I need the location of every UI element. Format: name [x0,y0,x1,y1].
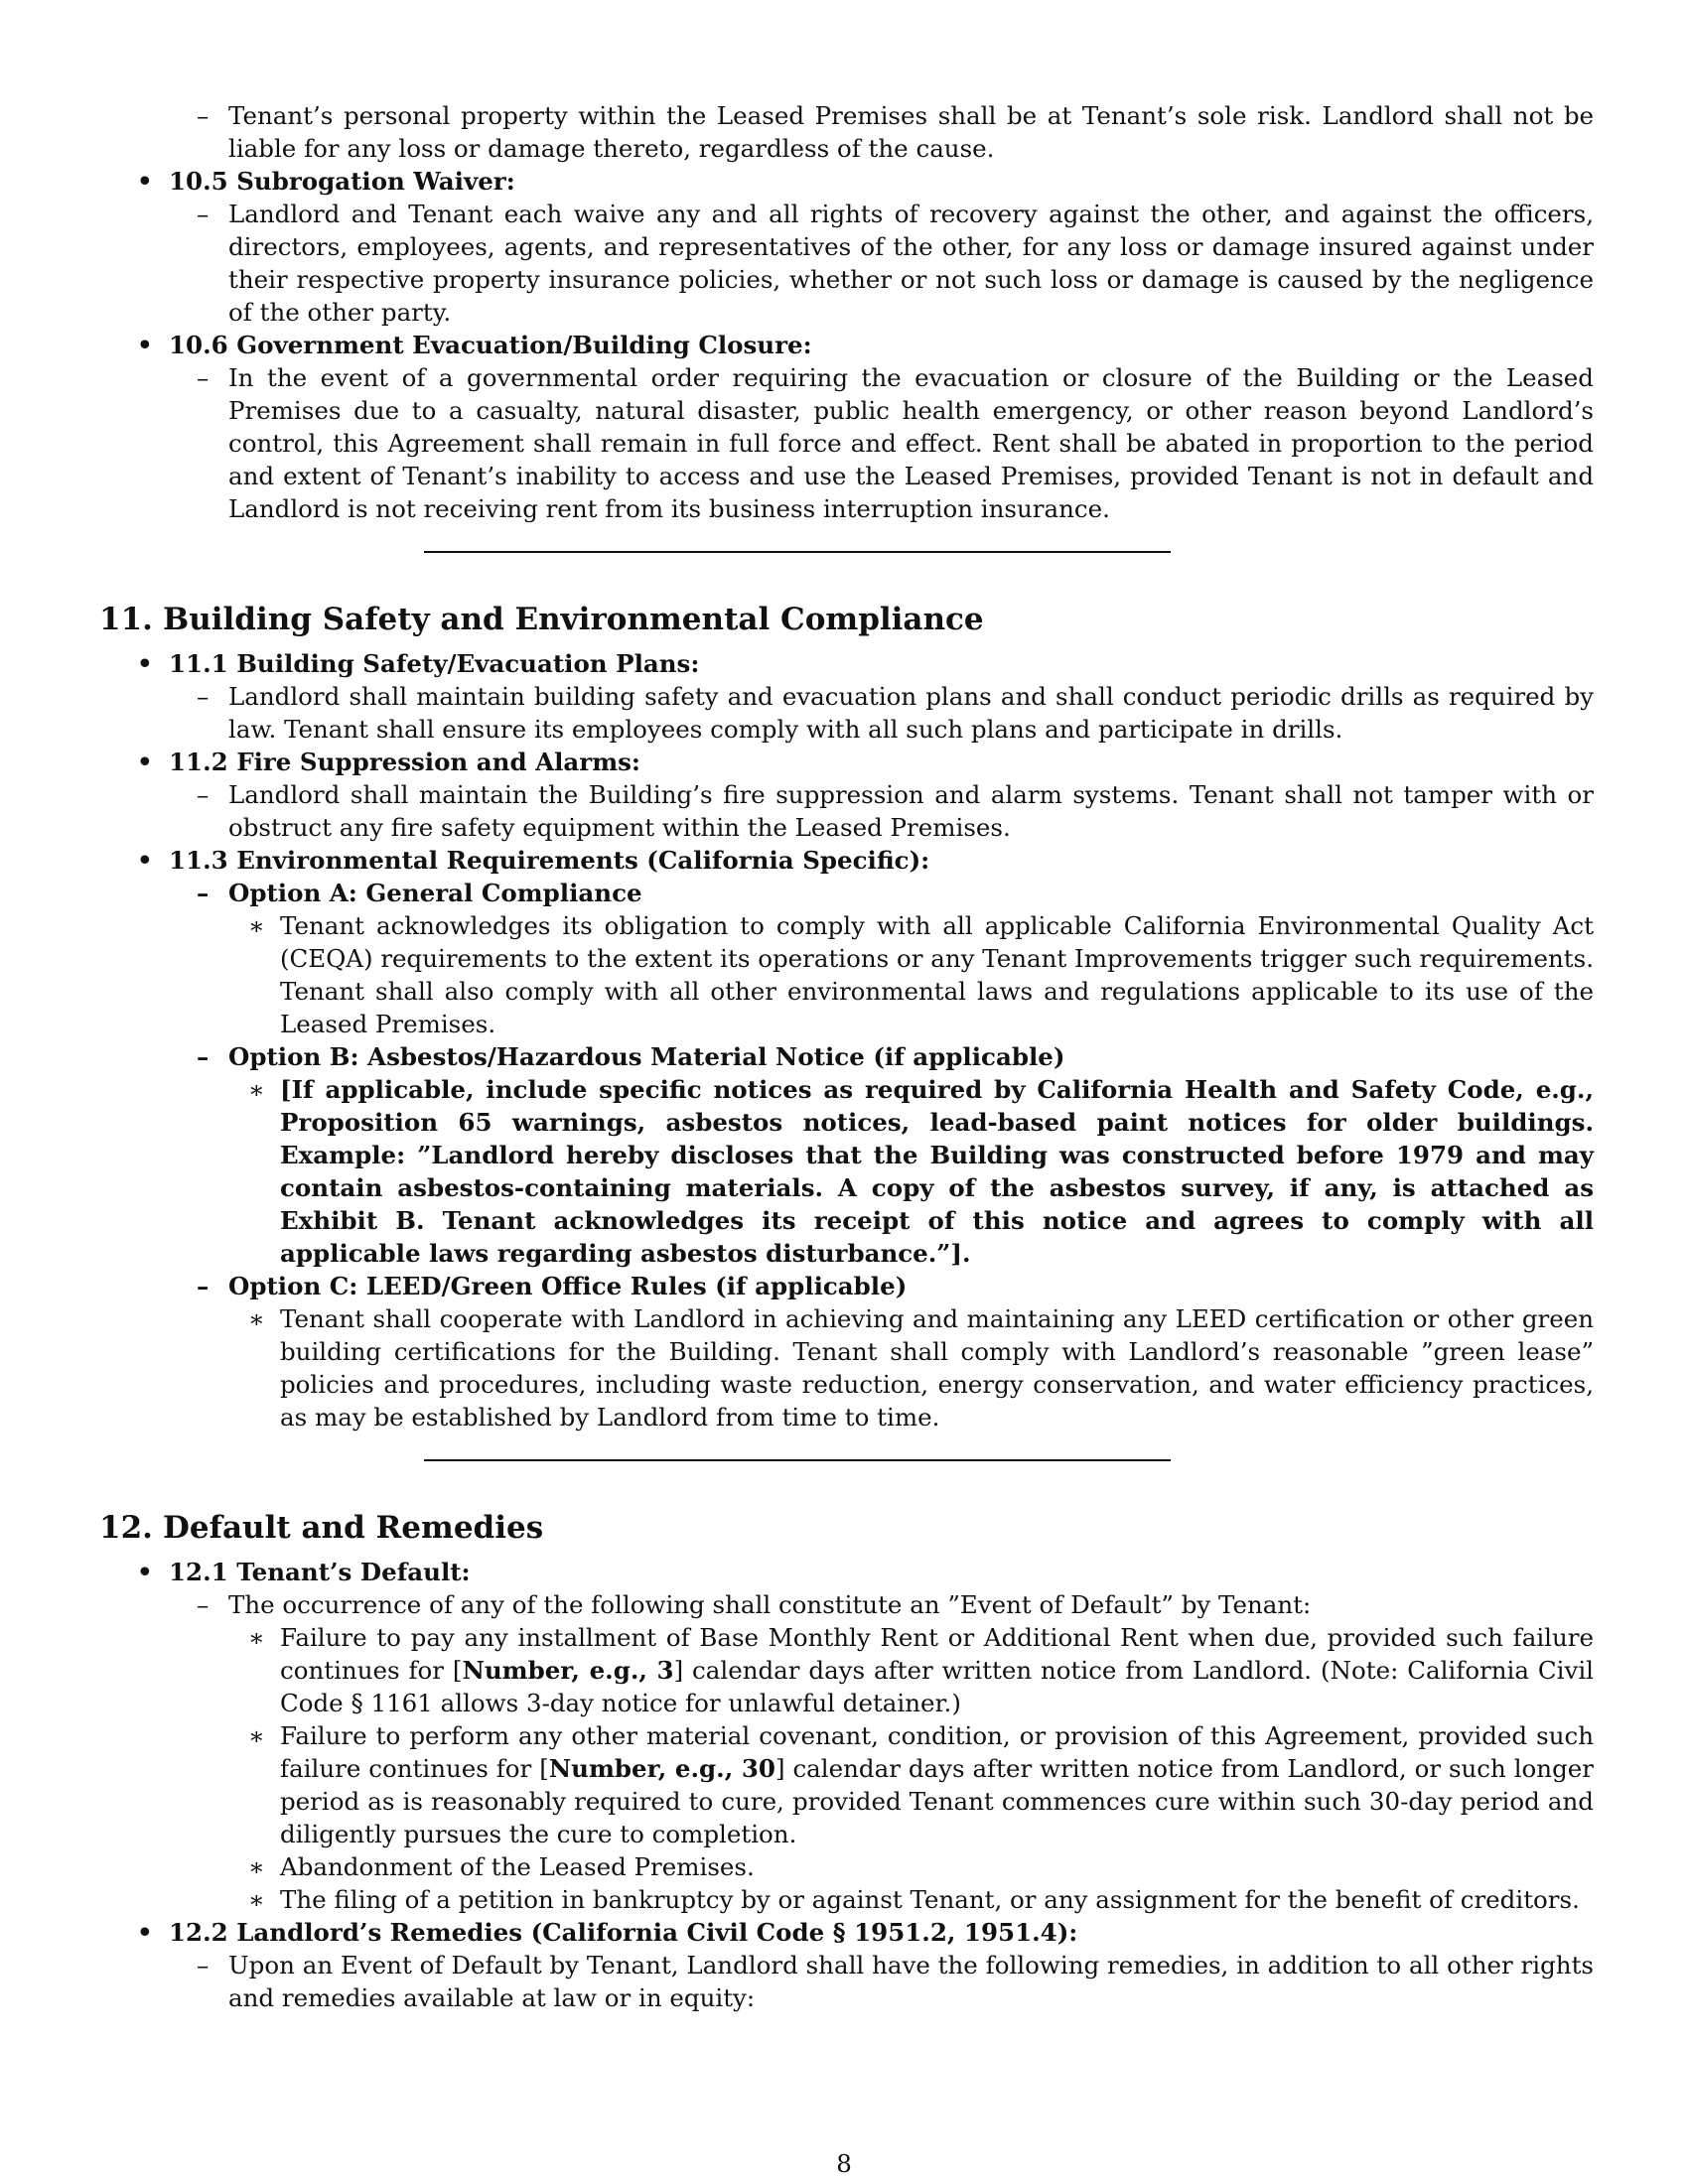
subsection-12-1-title: • 12.1 Tenant’s Default: [137,1558,471,1586]
option-b-text: ∗ [If applicable, include specific notices as required by California Health and Safety Code, e.g., Proposition 65 warnings, asbestos notices, lead-based paint notices for older buildings. Example: ”Landlord hereby discloses that the Building was constructed before 1979 and may contain asbestos-containing materials. A copy of the asbestos survey, if any, is attached as Exhibit B. Tenant acknowledges its receipt of this notice and agrees to comply with all applicable laws regarding asbestos disturbance.”]. [248,1075,1594,1268]
dash-marker: – [197,1272,210,1300]
property-risk-text: Tenant’s personal property within the Leased Premises shall be at Tenant’s sole risk. Landlord shall not be liable for any loss or damage thereto, regardless of the cause. [228,101,1594,163]
dash-marker: – [197,101,210,130]
default-item-rent: ∗ Failure to pay any installment of Base Monthly Rent or Additional Rent when due, provided such failure continues for [Number, e.g., 3] calendar days after written notice from Landlord. (Note: California Civil Code § 1161 allows 3-day notice for unlawful detainer.) [248,1623,1594,1717]
dash-marker: – [197,1042,210,1071]
subsection-12-2-title: • 12.2 Landlord’s Remedies (California Civil Code § 1951.2, 1951.4): [137,1918,1078,1947]
subsection-12-1-intro: – The occurrence of any of the following shall constitute an ”Event of Default” by Tenant: [197,1590,1312,1619]
section-11-heading: 11. Building Safety and Environmental Compliance [99,602,984,637]
bullet-marker: • [137,649,153,678]
default-item-abandonment: ∗ Abandonment of the Leased Premises. [248,1852,755,1881]
dash-marker: – [197,879,210,907]
option-c-title: – Option C: LEED/Green Office Rules (if applicable) [197,1272,908,1300]
bullet-marker: • [137,748,153,776]
option-c-text: ∗ Tenant shall cooperate with Landlord in achieving and maintaining any LEED certification or other green building certifications for the Building. Tenant shall comply with Landlord’s reasonable ”green lease” policies and procedures, including waste reduction, energy conservation, and water efficiency practices, as may be established by Landlord from time to time. [248,1304,1594,1432]
dash-marker: – [197,363,210,392]
bullet-marker: • [137,846,153,875]
bullet-marker: • [137,167,153,196]
dash-marker: – [197,780,210,809]
subsection-11-1-text: – Landlord shall maintain building safety and evacuation plans and shall conduct periodic drills as required by law. Tenant shall ensure its employees comply with all such plans and participate in drills. [197,682,1594,744]
subsection-11-2-title: • 11.2 Fire Suppression and Alarms: [137,748,640,776]
section-12-heading: 12. Default and Remedies [99,1510,544,1546]
dash-marker: – [197,1590,210,1619]
subsection-10-6-text: – In the event of a governmental order requiring the evacuation or closure of the Building or the Leased Premises due to a casualty, natural disaster, public health emergency, or other reason beyond Landlord’s control, this Agreement shall remain in full force and effect. Rent shall be abated in proportion to the period and extent of Tenant’s inability to access and use the Leased Premises, provided Tenant is not in default and Landlord is not receiving rent from its business interruption insurance. [197,363,1594,523]
subsection-11-1-title: • 11.1 Building Safety/Evacuation Plans: [137,649,700,678]
subsection-11-2-text: – Landlord shall maintain the Building’s fire suppression and alarm systems. Tenant shall not tamper with or obstruct any fire safety equipment within the Leased Premises. [197,780,1594,842]
subsection-10-5-text: – Landlord and Tenant each waive any and all rights of recovery against the other, and against the officers, directors, employees, agents, and representatives of the other, for any loss or damage insured against under their respective property insurance policies, whether or not such loss or damage is caused by the negligence of the other party. [197,200,1594,327]
bullet-marker: • [137,1558,153,1586]
asterisk-marker: ∗ [248,1885,265,1914]
asterisk-marker: ∗ [248,1304,265,1333]
default-item-covenant: ∗ Failure to perform any other material covenant, condition, or provision of this Agreement, provided such failure continues for [Number, e.g., 30] calendar days after written notice from Landlord, or such longer period as is reasonably required to cure, provided Tenant commences cure within such 30-day period and diligently pursues the cure to completion. [248,1721,1594,1848]
asterisk-marker: ∗ [248,911,265,940]
asterisk-marker: ∗ [248,1075,265,1104]
subsection-10-6-title: • 10.6 Government Evacuation/Building Closure: [137,331,812,359]
dash-marker: – [197,682,210,711]
dash-marker: – [197,1951,210,1979]
default-item-bankruptcy: ∗ The filing of a petition in bankruptcy by or against Tenant, or any assignment for the benefit of creditors. [248,1885,1580,1914]
dash-marker: – [197,200,210,228]
bullet-marker: • [137,331,153,359]
option-a-title: – Option A: General Compliance [197,879,642,907]
option-a-text: ∗ Tenant acknowledges its obligation to comply with all applicable California Environmental Quality Act (CEQA) requirements to the extent its operations or any Tenant Improvements trigger such requirements. Tenant shall also comply with all other environmental laws and regulations applicable to its use of the Leased Premises. [248,911,1594,1038]
subsection-11-3-title: • 11.3 Environmental Requirements (California Specific): [137,846,930,875]
asterisk-marker: ∗ [248,1623,265,1652]
page-number: 8 [836,2149,852,2178]
page-content [99,99,1594,2014]
asterisk-marker: ∗ [248,1852,265,1881]
section-divider [424,1459,1171,1461]
bullet-marker: • [137,1918,153,1947]
dash-item-property-risk [99,99,1594,165]
option-b-title: – Option B: Asbestos/Hazardous Material Notice (if applicable) [197,1042,1065,1071]
section-divider [424,551,1171,553]
subsection-10-5-title: • 10.5 Subrogation Waiver: [137,167,515,196]
asterisk-marker: ∗ [248,1721,265,1750]
subsection-12-2-text: – Upon an Event of Default by Tenant, Landlord shall have the following remedies, in addition to all other rights and remedies available at law or in equity: [197,1951,1594,2012]
